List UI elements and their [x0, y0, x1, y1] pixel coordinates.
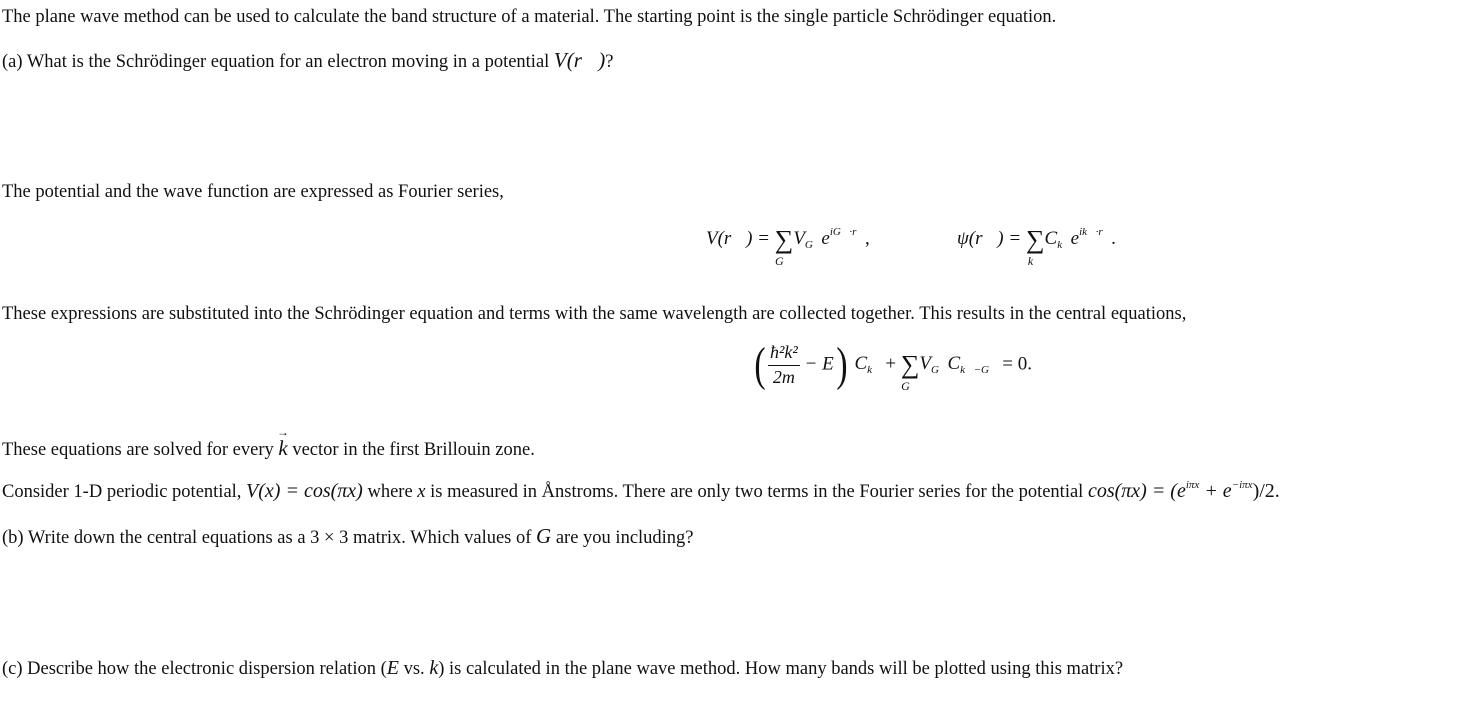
brillouin-before: These equations are solved for every [2, 440, 279, 460]
question-a [2, 48, 613, 73]
plus-sign: + [885, 353, 897, 375]
eq2-exp-sup: ik⃗·r⃗ [1079, 226, 1112, 238]
fraction-denominator: 2m [772, 366, 795, 387]
eq2-exp-base: e [1070, 228, 1080, 249]
periodic-potential-formula: V(x) = cos(πx) [246, 480, 363, 502]
eq1-coefficient: V [793, 228, 805, 249]
question-a-text: (a) What is the Schrödinger equation for an electron moving in a potential [2, 52, 554, 72]
kinetic-fraction [768, 342, 800, 388]
central-term1 [854, 353, 880, 374]
central-equation [752, 338, 1032, 394]
k-vector: → k [278, 436, 287, 461]
eq2-trail: . [1111, 228, 1116, 249]
term1-sub: k⃗ [867, 364, 881, 376]
central-term2 [919, 353, 997, 374]
eq1-lhs: V(r⃗) = [706, 228, 775, 249]
eq2-lhs: ψ(r⃗) = [957, 228, 1026, 249]
exp-sup-1: iπx [1185, 479, 1200, 491]
question-b-after: are you including? [551, 528, 694, 548]
E-variable: E [386, 657, 399, 679]
term2-V: V [919, 353, 931, 374]
question-a-potential: V(r⃗) [553, 48, 606, 72]
G-variable: G [536, 524, 552, 548]
central-rhs: = 0. [1002, 353, 1032, 375]
question-c [2, 656, 1123, 680]
brillouin-after: vector in the first Brillouin zone. [287, 440, 535, 460]
eq1-sum-index: G⃗ [775, 253, 794, 268]
potential-fourier-equation [706, 224, 870, 268]
eq1-trail: , [865, 228, 870, 249]
eq1-coefficient-sub: G⃗ [804, 239, 822, 251]
substitution-text [2, 303, 1186, 325]
fourier-intro-text: The potential and the wave function are expressed as Fourier series, [2, 182, 504, 202]
eq2-coefficient: C [1044, 228, 1058, 249]
term1-coef: C [854, 353, 868, 374]
question-b-before: (b) Write down the central equations as a 3 × 3 matrix. Which values of [2, 528, 537, 548]
vs-text: vs. [398, 659, 430, 679]
brillouin-text [2, 436, 535, 461]
eq1-exp-sup: iG⃗·r⃗ [829, 226, 866, 238]
sum-symbol: ∑ [1025, 224, 1045, 254]
term2-V-sub: G⃗ [930, 364, 948, 376]
intro-sentence: The plane wave method can be used to calculate the band structure of a material. The starting point is the single particle Schrödinger equation. [2, 7, 1057, 27]
question-a-end: ? [605, 52, 614, 72]
fourier-intro [2, 181, 504, 203]
term2-C-sub: k⃗−G⃗ [960, 364, 998, 376]
intro-text [2, 6, 1056, 28]
exp-sup-2: −iπx [1231, 479, 1253, 491]
eq2-sum-index: k⃗ [1027, 253, 1043, 268]
fraction-numerator: ħ²k² [768, 342, 800, 366]
periodic-before: Consider 1-D periodic potential, [2, 482, 247, 502]
central-sum-index: G⃗ [901, 379, 920, 394]
left-paren: ( [754, 338, 766, 392]
x-variable: x [417, 482, 426, 502]
eq1-sum [774, 224, 794, 268]
substitution-sentence: These expressions are substituted into the Schrödinger equation and terms with the same wavelength are collected together. This results in the central equations, [2, 304, 1187, 324]
sum-symbol: ∑ [900, 350, 920, 380]
wavefunction-fourier-equation [957, 224, 1116, 268]
right-paren: ) [836, 338, 848, 392]
eq1-exp-base: e [821, 228, 830, 249]
question-c-after: ) is calculated in the plane wave method. How many bands will be plotted using this matrix? [438, 659, 1124, 679]
periodic-after: is measured in Ånstroms. There are only two terms in the Fourier series for the potential [425, 482, 1088, 502]
term2-C: C [947, 353, 961, 374]
question-b [2, 524, 694, 549]
periodic-potential-text [2, 479, 1280, 503]
k-variable: k [429, 657, 439, 679]
eq2-coefficient-sub: k⃗ [1057, 239, 1071, 251]
cos-series-plus: + e [1199, 480, 1232, 502]
eq2-sum [1025, 224, 1045, 268]
question-c-before: (c) Describe how the electronic dispersion relation ( [2, 659, 387, 679]
cos-series-end: )/2. [1252, 480, 1280, 502]
minus-energy: − E [804, 353, 834, 375]
sum-symbol: ∑ [774, 224, 794, 254]
central-sum [900, 350, 920, 394]
cos-series: cos(πx) = (e [1087, 480, 1186, 502]
periodic-middle: where [362, 482, 418, 502]
